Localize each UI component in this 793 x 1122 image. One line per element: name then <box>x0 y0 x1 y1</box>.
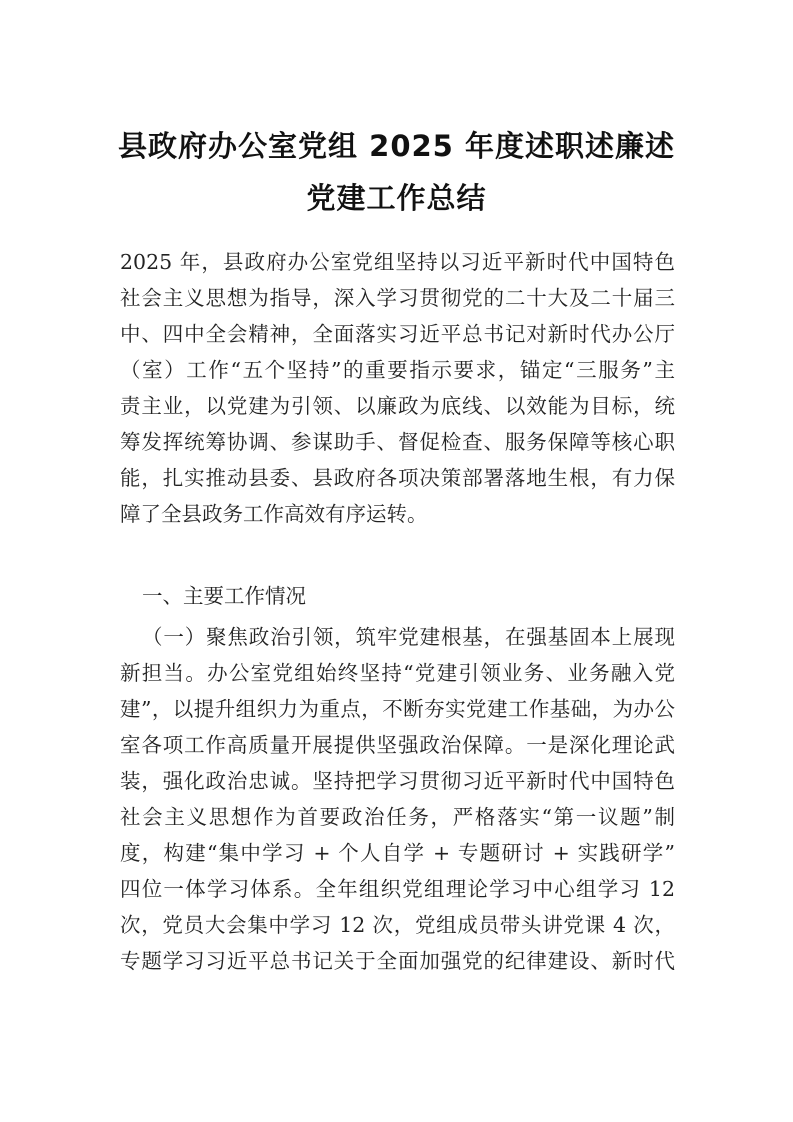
section-heading: 一、主要工作情况 <box>142 584 306 608</box>
section-paragraph-line: 四位一体学习体系。全年组织党组理论学习中心组学习 12 <box>120 877 675 901</box>
section-paragraph-line: 社会主义思想作为首要政治任务，严格落实“第一议题”制 <box>120 805 675 829</box>
intro-line: 中、四中全会精神，全面落实习近平总书记对新时代办公厅 <box>120 322 675 346</box>
intro-line: （室）工作“五个坚持”的重要指示要求，锚定“三服务”主 <box>120 358 675 382</box>
section-paragraph-line: 装，强化政治忠诚。坚持把学习贯彻习近平新时代中国特色 <box>120 769 675 793</box>
section-paragraph-line: （一）聚焦政治引领，筑牢党建根基，在强基固本上展现 <box>142 625 675 649</box>
document-title-line-1: 县政府办公室党组 2025 年度述职述廉述 <box>118 129 675 163</box>
section-paragraph-line: 次，党员大会集中学习 12 次，党组成员带头讲党课 4 次， <box>120 913 675 937</box>
intro-line: 2025 年，县政府办公室党组坚持以习近平新时代中国特色 <box>120 250 675 274</box>
intro-line: 社会主义思想为指导，深入学习贯彻党的二十大及二十届三 <box>120 286 675 310</box>
intro-line: 能，扎实推动县委、县政府各项决策部署落地生根，有力保 <box>120 466 675 490</box>
intro-line: 筹发挥统筹协调、参谋助手、督促检查、服务保障等核心职 <box>120 430 675 454</box>
section-paragraph-line: 度，构建“集中学习 + 个人自学 + 专题研讨 + 实践研学” <box>120 841 675 865</box>
intro-line: 责主业，以党建为引领、以廉政为底线、以效能为目标，统 <box>120 394 675 418</box>
document-title-line-2: 党建工作总结 <box>306 181 487 215</box>
section-paragraph-line: 专题学习习近平总书记关于全面加强党的纪律建设、新时代 <box>120 949 675 973</box>
section-paragraph-line: 室各项工作高质量开展提供坚强政治保障。一是深化理论武 <box>120 733 675 757</box>
section-paragraph-line: 建”，以提升组织力为重点，不断夯实党建工作基础，为办公 <box>120 697 675 721</box>
section-paragraph-line: 新担当。办公室党组始终坚持“党建引领业务、业务融入党 <box>120 661 675 685</box>
intro-line: 障了全县政务工作高效有序运转。 <box>120 502 428 526</box>
